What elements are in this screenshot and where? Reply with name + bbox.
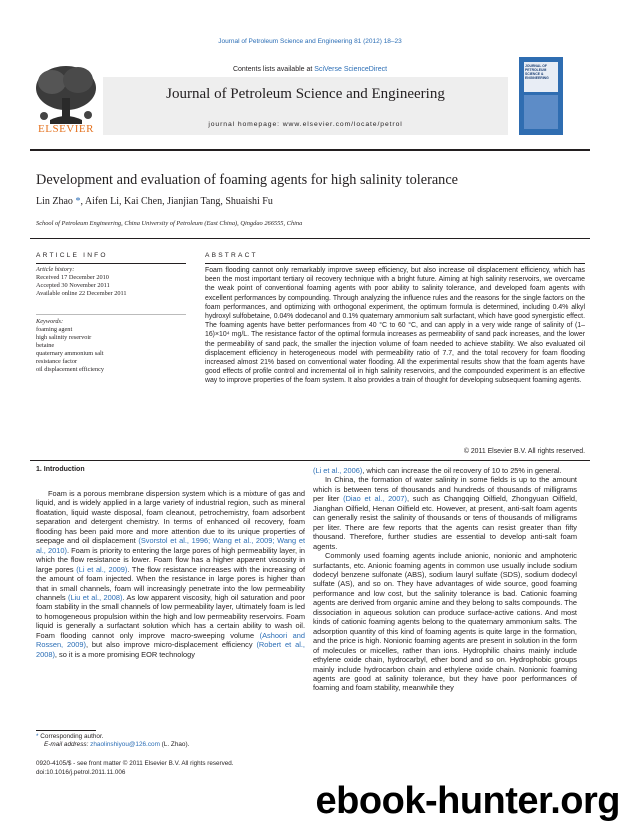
corresponding-author-footnote: [36, 733, 189, 749]
article-history: [36, 266, 186, 298]
paragraph-text: , but also improve micro-displacement efficiency: [85, 640, 257, 650]
front-matter: [36, 760, 234, 777]
article-title: Development and evaluation of foaming agents for high salinity tolerance: [36, 172, 459, 188]
body-column-left: [36, 489, 305, 659]
doi-link[interactable]: doi:10.1016/j.petrol.2011.11.006: [36, 768, 126, 776]
homepage-url[interactable]: www.elsevier.com/locate/petrol: [282, 121, 403, 128]
first-author: Lin Zhao: [36, 196, 76, 207]
front-matter-issn: 0920-4105/$ - see front matter © 2011 Elsevier B.V. All rights reserved.: [36, 760, 234, 767]
body-column-right: [313, 466, 577, 693]
keyword-item: high salinity reservoir: [36, 334, 92, 341]
intro-paragraph-3: [313, 551, 577, 693]
author-list: [36, 196, 273, 207]
abstract-bottom-rule: [30, 460, 590, 461]
keyword-item: quaternary ammonium salt: [36, 350, 104, 357]
section-heading-introduction: 1. Introduction: [36, 466, 85, 473]
title-rule: [30, 238, 590, 239]
elsevier-logo-text: ELSEVIER: [38, 123, 94, 135]
cover-illustration: [524, 95, 558, 129]
watermark: ebook-hunter.org: [315, 780, 620, 822]
abstract-body: Foam flooding cannot only remarkably improve sweep efficiency, but also increase oil displacement efficiency, which has been the most important tertiary oil recovery technique with a bright future. Aiming at high salinity reservoirs, we overcame the weak point of conventional foaming agents with poor ability to salinity tolerance, and developed foam agents with excellent performances by compounding. Through analyzing the influence rules and the reasons for the single factors on the foam performances, and optimizing with orthogonal experiment, the optimum formula is determined, including 0.4% alkyl hydroxyl sulfobetaine, 0.04% dodecanol and 0.1% quaternary ammonium salt surfactant, which have good synergistic effect. The foaming agents have better performances from 40 °C to 60 °C, and can apply in a very wide range of salinity of (1–16)×10⁴ mg/L. The resistance factor of the optimal formula increases as permeability of sand pack increases, and the lower the permeability of sand pack, the smaller the injection volume of foam needed to achieve stability. We also evaluated oil displacement efficiency in heterogeneous model with permeability ratio of 7.7, and the total recovery for foam flooding increased almost 21% based on conventional water flooding. All the experimental results show that the foam agents have good effects of profile control and incremental oil in high salinity reservoirs, and the compounded experiment is an effective way to improve properties of the foam system. It also provides a train of thought for developing subsequent foaming agents.: [205, 267, 585, 385]
history-label: Article history:: [36, 266, 75, 273]
history-accepted: Accepted 30 November 2011: [36, 282, 110, 289]
abstract-copyright: © 2011 Elsevier B.V. All rights reserved.: [463, 448, 585, 455]
reference-link[interactable]: (Li et al., 2006): [313, 466, 363, 475]
reference-link[interactable]: (Li et al., 2009): [76, 564, 128, 574]
reference-link[interactable]: (Ashoori and Rossen, 2009): [36, 630, 306, 650]
paragraph-text: Foam is a porous membrane dispersion system which is a mixture of gas and liquid, and is widely applied in a large variety of industrial region, such as mineral floatation, liquid waste disposal, foam cleanout, petrochemistry, foam adsorbent separation and detergent chemistry. In terms of enhanced oil recovery, foam flooding has been paid more and more attention due to its unique properties of seepage and oil displacement: [36, 489, 305, 546]
homepage-prefix: journal homepage:: [208, 121, 283, 128]
keyword-item: foaming agent: [36, 326, 73, 333]
intro-paragraph-1-continued: [313, 466, 577, 475]
other-authors: , Aifen Li, Kai Chen, Jianjian Tang, Shuaishi Fu: [80, 196, 273, 207]
paragraph-text: In China, the formation of water salinity in some fields is up to the amount which is between tens of thousands and hundreds of thousands of milligrams per liter: [313, 475, 577, 504]
paragraph-text: . Foam is priority to entering the large pores of high permeability layer, in which the flow resistance is lower. Foam flow has a higher apparent viscosity in large pores: [36, 545, 305, 574]
reference-link[interactable]: (Diao et al., 2007): [343, 494, 407, 504]
reference-link[interactable]: (Svorstol et al., 1996; Wang et al., 2009; Wang et al., 2010): [36, 536, 306, 555]
sciencedirect-link[interactable]: SciVerse ScienceDirect: [314, 66, 388, 73]
email-label: E-mail address:: [44, 741, 91, 749]
keyword-item: oil displacement efficiency: [36, 366, 105, 373]
journal-reference[interactable]: Journal of Petroleum Science and Engineering 81 (2012) 18–23: [218, 38, 402, 45]
intro-paragraph-1: [36, 489, 305, 659]
paragraph-text: , such as Changqing Oilfield, Zhongyuan Oilfield, Jianghan Oilfield, Henan Oilfield etc. However, at present, anti-salt foam agents can generally resist the salinity of thousands or tens of thousands of milligrams per liter. There are few reports that the agents can resist greater than fifty thousand. Therefore, further studies are essential to develop anti-salt foam agents.: [313, 494, 577, 551]
keywords-label: Keywords:: [36, 318, 64, 325]
footnote-corresponding-text: Corresponding author.: [38, 733, 104, 740]
history-received: Received 17 December 2010: [36, 274, 109, 281]
affiliation: School of Petroleum Engineering, China University of Petroleum (East China), Qingdao 266555, China: [36, 220, 303, 227]
paragraph-text: , so it is a more promising EOR technology: [54, 649, 195, 659]
journal-homepage: [103, 121, 508, 128]
abstract-heading: ABSTRACT: [205, 252, 258, 259]
footnote-mark: *: [36, 733, 39, 740]
paragraph-text: Commonly used foaming agents include anionic, nonionic and amphoteric surfactants, etc. Anionic foaming agents in common use usually include sodium dodecyl benzene sulfonate (ABS), sodium lauryl sulfate (SDS), sodium dodecyl sulfate (AS), and so on. They have advantages of wide source, good foaming performance and low cost, but the salinity tolerance is bad. Cationic foaming agents are derived from organic amine and they belong to salts compounds. The dissociation in aqueous solution can produce surface-active cations. And most kinds of cationic foaming agents belong to the quaternary ammonium salts. The adsorption quantity of this kind of foaming agents is quite large in the formation, and the price is high. Nonionic foaming agents are present in solution in the form of molecules or micelles, rather than ions. Hydrophilic chains mainly include ethylene oxide chain, hydrocarbyl, ether bond and so on. Hydrophobic groups mainly include hydrocarbon chain and ethylene oxide chain. Nonionic foaming agents are good at salinity tolerance, but they have poor performances of foaming and foam stability, meanwhile they: [313, 551, 577, 693]
paragraph-text: . As low apparent viscosity, high oil saturation and poor foam stability in the small channels of low permeability layer, ultimately foam is led to homogeneous propulsion within the high and low permeability reservoirs. Foam liquid is generally a surfactant solution which has a certain ability to wash oil. Foam flooding cannot only improve macro-sweeping volume: [36, 592, 305, 640]
abstract-rule: [205, 263, 585, 264]
paragraph-text: , which can increase the oil recovery of 10 to 25% in general.: [362, 466, 562, 475]
journal-name: Journal of Petroleum Science and Engineering: [166, 86, 445, 102]
history-online: Available online 22 December 2011: [36, 290, 127, 297]
keyword-item: betaine: [36, 342, 55, 349]
footnote-email: [36, 741, 189, 749]
keyword-item: resistance factor: [36, 358, 78, 365]
email-suffix: (L. Zhao).: [159, 741, 190, 749]
journal-cover-image: [519, 57, 563, 135]
corresponding-author-mark[interactable]: *: [75, 196, 81, 207]
paragraph-text: . The flow resistance increases with the increasing of the amount of foam injected. When the resistance in large pores is higher than that in small channels, foam will increasingly penetrate into the low permeability channels: [36, 564, 305, 602]
footnote-rule: [36, 730, 96, 731]
keywords-rule: [36, 314, 186, 315]
reference-link[interactable]: (Robert et al., 2008): [36, 640, 305, 659]
email-link[interactable]: zhaolinshiyou@126.com: [90, 741, 160, 749]
cover-title: JOURNAL OF PETROLEUM SCIENCE & ENGINEERING: [525, 64, 549, 80]
header-rule: [30, 149, 590, 151]
article-info-heading: ARTICLE INFO: [36, 252, 108, 259]
reference-link[interactable]: (Liu et al., 2008): [68, 592, 123, 602]
footnote-corresponding: [36, 733, 189, 741]
article-info-rule: [36, 263, 186, 264]
keywords: [36, 318, 186, 374]
contents-prefix: Contents lists available at: [232, 66, 315, 73]
intro-paragraph-2: [313, 475, 577, 551]
